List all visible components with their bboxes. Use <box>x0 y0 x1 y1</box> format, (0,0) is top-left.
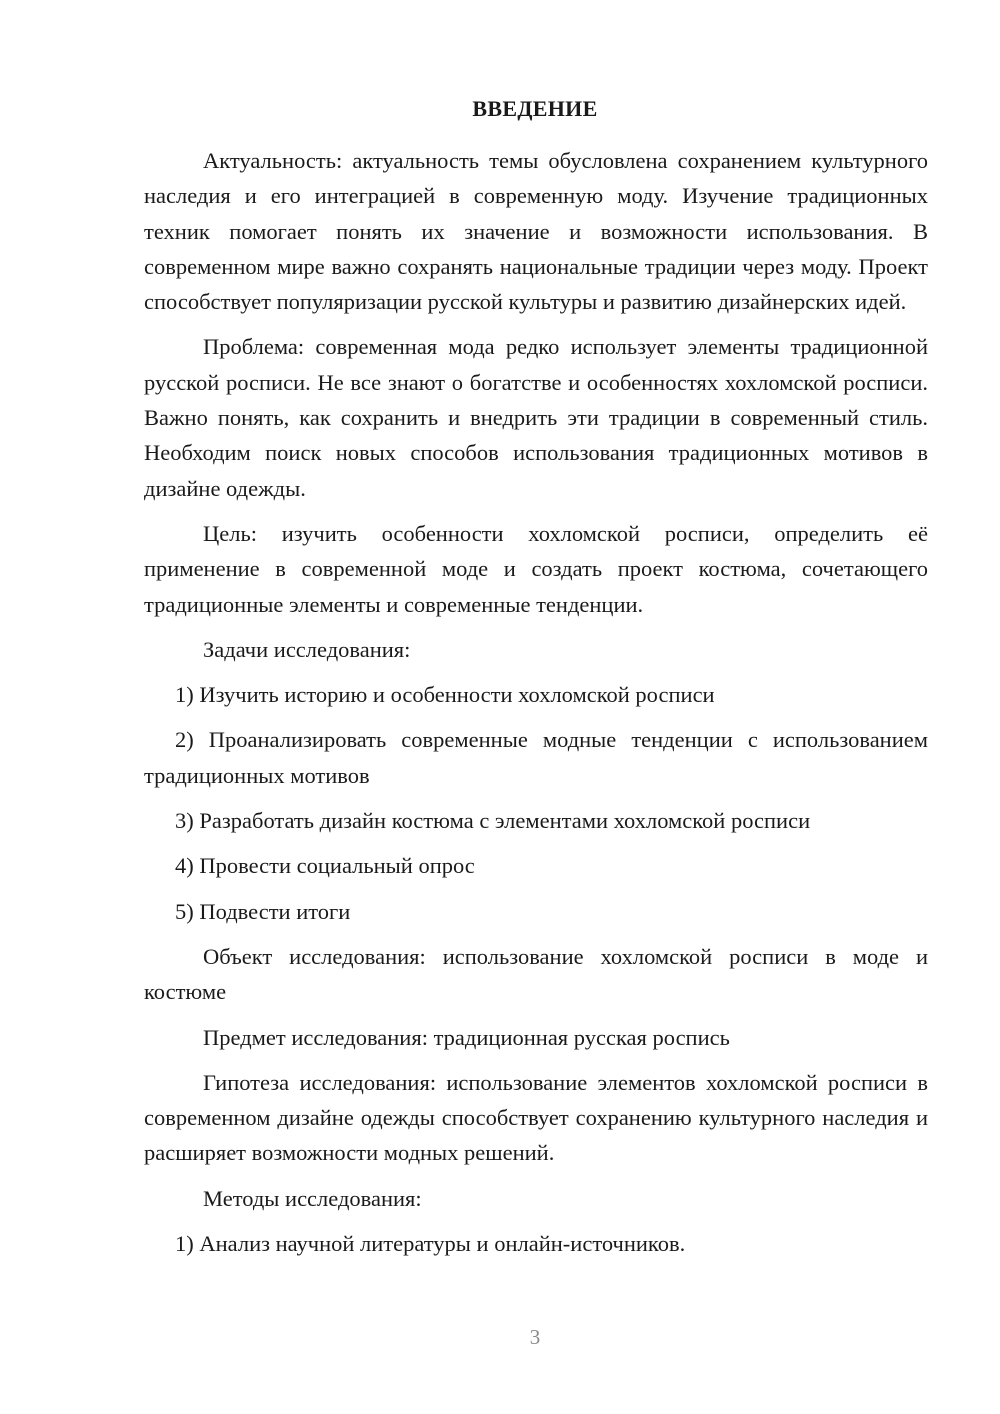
method-item-1: 1) Анализ научной литературы и онлайн-источников. <box>175 1231 686 1257</box>
paragraph-problem: Проблема: современная мода редко использует элементы традиционной русской росписи. Не все знают о богатстве и особенностях хохломской росписи. Важно понять, как сохранить и внедрить эти традиции в современный стиль. Необходим поиск новых способов использования традиционных мотивов в дизайне одежды. <box>144 334 928 501</box>
methods-heading: Методы исследования: <box>203 1185 422 1211</box>
page-title: ВВЕДЕНИЕ <box>472 96 598 121</box>
paragraph-goal: Цель: изучить особенности хохломской росписи, определить её применение в современной моде и создать проект костюма, сочетающего традиционные элементы и современные тенденции. <box>144 520 928 617</box>
tasks-heading: Задачи исследования: <box>203 636 411 662</box>
task-item-1: 1) Изучить историю и особенности хохломской росписи <box>175 682 715 708</box>
document-body <box>144 143 928 1271</box>
task-item-2: 2) Проанализировать современные модные тенденции с использованием традиционных мотивов <box>144 727 928 788</box>
paragraph-subject: Предмет исследования: традиционная русская роспись <box>203 1024 730 1050</box>
task-item-3: 3) Разработать дизайн костюма с элементами хохломской росписи <box>175 808 811 834</box>
task-item-4: 4) Провести социальный опрос <box>175 853 475 879</box>
paragraph-relevance: Актуальность: актуальность темы обусловлена сохранением культурного наследия и его интеграцией в современную моду. Изучение традиционных техник помогает понять их значение и возможности использования. В современном мире важно сохранять национальные традиции через моду. Проект способствует популяризации русской культуры и развитию дизайнерских идей. <box>144 148 928 315</box>
task-item-5: 5) Подвести итоги <box>175 898 351 924</box>
page-number: 3 <box>529 1325 541 1349</box>
paragraph-object: Объект исследования: использование хохломской росписи в моде и костюме <box>144 943 928 1005</box>
paragraph-hypothesis: Гипотеза исследования: использование элементов хохломской росписи в современном дизайне одежды способствует сохранению культурного наследия и расширяет возможности модных решений. <box>144 1069 928 1166</box>
